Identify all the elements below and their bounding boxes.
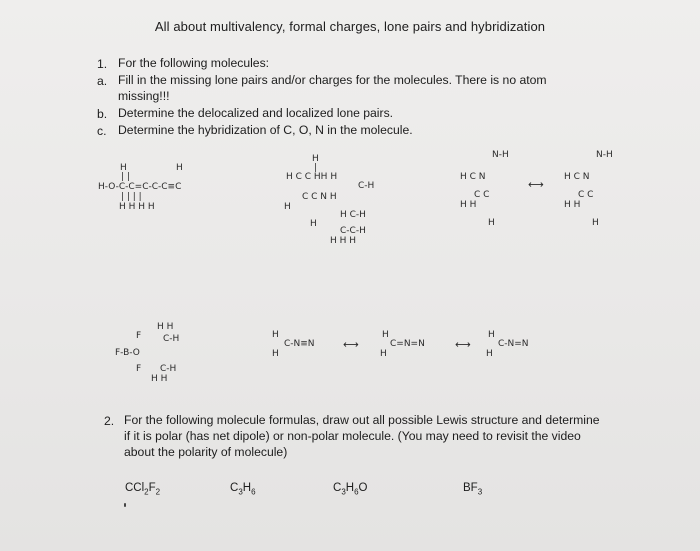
mol2-row4: C-C-H [340,226,366,236]
molecule-4-structure [115,322,205,392]
mol2-h-left: H [284,202,291,212]
q2-text-line2: if it is polar (has net dipole) or non-polar molecule. (You may need to revisit the video [124,429,581,443]
molecule-1-structure [98,163,238,223]
mol5-r1-main: C-N≡N [284,339,315,349]
q1-text: For the following molecules: [118,56,270,70]
mol3a-row3: H H [460,200,477,210]
mol4-hh-top: H H [157,322,174,332]
molecule-3a-structure [458,146,538,236]
mol4-hh-bottom: H H [151,374,168,384]
mol2-h-top: H [312,154,319,164]
mol2-row1: H C C HH H [286,172,338,182]
molecule-5-form-2 [376,330,456,362]
mol3b-row1: H C N [564,172,590,182]
mol1-h-top-2: H [176,163,183,173]
pen-mark [124,503,126,507]
mol5-r1-h1: H [272,330,279,340]
mol1-bonds-top: | | [121,172,130,182]
q1a-label: a. [97,74,108,88]
mol3a-row2: C C [474,190,490,200]
mol2-row1b: C-H [358,181,375,191]
worksheet-title: All about multivalency, formal charges, lone pairs and hybridization [154,19,546,34]
q1b-text: Determine the delocalized and localized lone pairs. [118,106,394,120]
formula-bf3: $BF_3$ [463,482,483,497]
formula-c3h6: $C_3H_6$ [230,482,256,497]
mol3a-top: N-H [492,150,509,160]
mol4-c1: C-H [163,334,180,344]
mol5-r2-main: C=N=N [390,339,425,349]
mol3b-row2: C C [578,190,594,200]
formula-c3h6o: $C_3H_6O$ [333,482,368,497]
mol4-main: F-B-O [115,348,140,358]
mol3b-bottom: H [592,218,599,228]
mol5-r2-h1: H [382,330,389,340]
mol2-row5: H H H [330,236,357,246]
resonance-arrow-3: ⟷ [455,338,471,351]
q1c-label: c. [97,124,107,138]
formula-ccl2f2: $CCl_2F_2$ [125,482,161,497]
q2-text-line1: For the following molecule formulas, draw out all possible Lewis structure and determine [124,413,600,427]
resonance-arrow-2: ⟷ [343,338,359,351]
mol5-r3-h2: H [486,349,493,359]
molecule-2-structure [282,154,392,254]
mol5-r2-h2: H [380,349,387,359]
q1c-text: Determine the hybridization of C, O, N in the molecule. [118,123,413,137]
mol2-h-low: H [310,219,317,229]
mol1-h-bottom: H H H H [119,202,155,212]
mol1-bonds-bottom: | | | | [121,192,142,202]
molecule-5-form-1 [272,330,352,362]
mol2-row3: H C-H [340,210,366,220]
mol4-f-top: F [136,331,142,341]
q2-text-line3: about the polarity of molecule) [124,445,288,459]
mol2-row2: C C N H [302,192,337,202]
mol1-main-chain: H-O-C-C=C-C-C≡C [98,182,182,192]
mol4-f-bottom: F [136,364,142,374]
q1a-text-line1: Fill in the missing lone pairs and/or charges for the molecules. There is no atom [118,73,547,87]
mol3b-row3: H H [564,200,581,210]
mol3a-row1: H C N [460,172,486,182]
molecule-5-form-3 [484,330,564,362]
q2-number: 2. [104,414,115,428]
molecule-3b-structure [562,146,642,236]
mol5-r1-h2: H [272,349,279,359]
q1b-label: b. [97,107,108,121]
mol4-c2: C-H [160,364,177,374]
mol5-r3-h1: H [488,330,495,340]
mol5-r3-main: C-N=N [498,339,529,349]
mol3b-top: N-H [596,150,613,160]
resonance-arrow-1: ⟷ [528,178,544,191]
mol3a-bottom: H [488,218,495,228]
mol1-h-top-1: H [120,163,127,173]
mol2-bond-top: | [314,163,318,173]
q1a-text-line2: missing!!! [118,89,170,103]
q1-number: 1. [97,57,108,71]
